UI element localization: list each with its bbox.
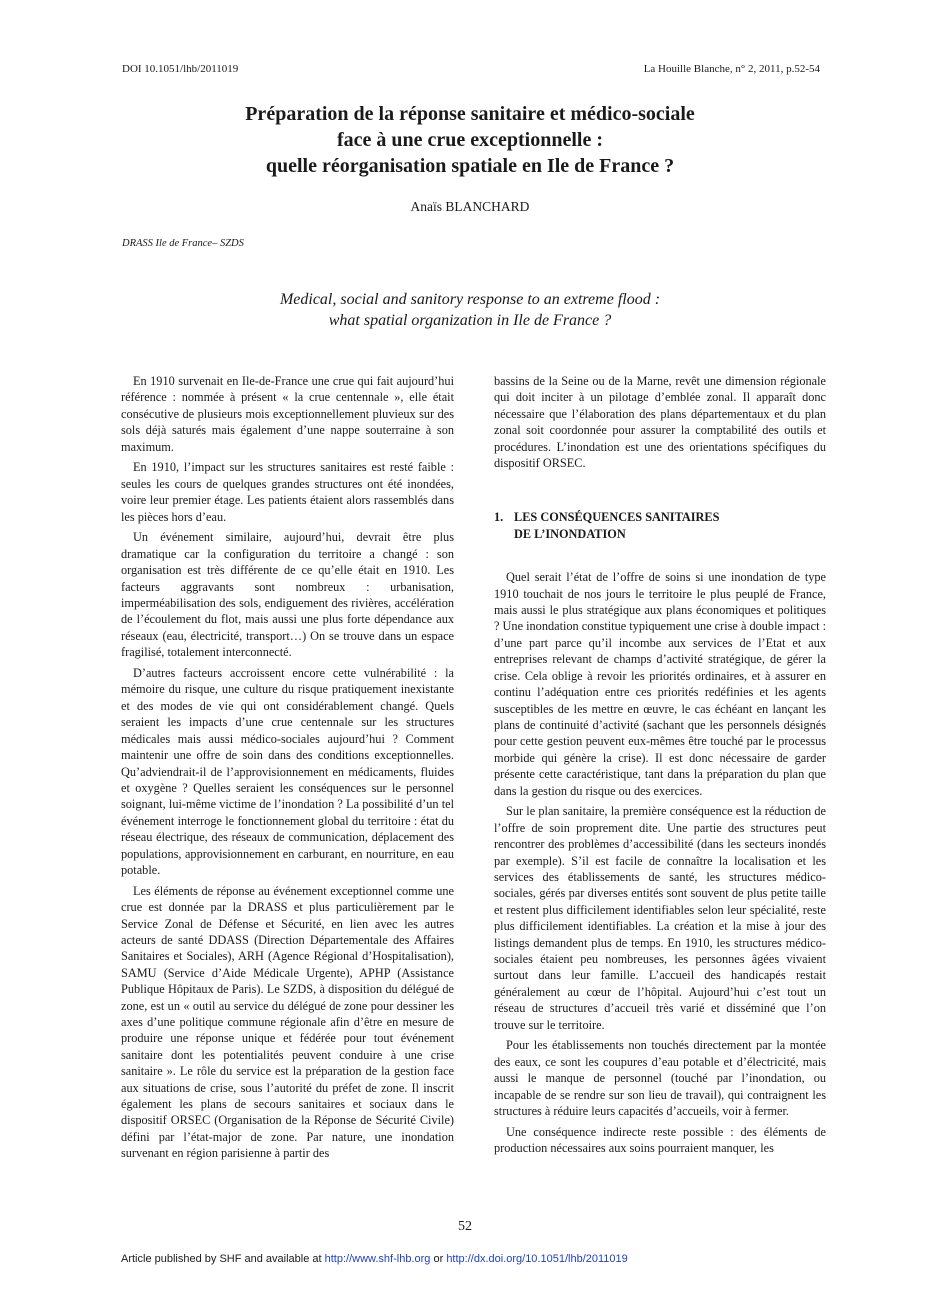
title-line: quelle réorganisation spatiale en Ile de France ? xyxy=(265,155,675,177)
paragraph: Une conséquence indirecte reste possible : des éléments de production nécessaires aux soins pourraient manquer, les xyxy=(494,1124,826,1156)
paragraph: D’autres facteurs accroissent encore cette vulnérabilité : la mémoire du risque, une culture du risque pratiquement inexistante et des modes de vie qui ont considérablement changé. Quels seraient les impacts d’une crue centennale sur les structures médicales mais aussi médico-sociales aujourd’hui ? Comment maintenir une offre de soin dans des conditions exceptionnelles. Qu’adviendrait-il de l’approvisionnement en médicaments, fluides et oxygène ? Quelles seraient les conséquences sur le personnel soignant, lui-même victime de l’inondation ? La possibilité d’un tel événement interroge le fonctionnement global du territoire : état du réseau électrique, des réseaux de communication, déplacement des populations, approvisionnement en carburant, en nourriture, en eau potable. xyxy=(121,666,454,877)
author-affiliation: DRASS Ile de France– SZDS xyxy=(122,238,244,249)
title-line: Préparation de la réponse sanitaire et médico-sociale xyxy=(245,103,695,125)
section-heading xyxy=(494,509,826,542)
footer-middle: or xyxy=(430,1253,447,1265)
english-title-line: Medical, social and sanitory response to an extreme flood : xyxy=(279,291,661,308)
section-title-line: LES CONSÉQUENCES SANITAIRES xyxy=(514,510,720,525)
doi-header: DOI 10.1051/lhb/2011019 xyxy=(122,63,239,75)
paragraph: Sur le plan sanitaire, la première conséquence est la réduction de l’offre de soin proprement dite. Une partie des structures peut rencontrer des problèmes d’accessibilité (dans les secteurs inondés par exemple). S’il est facile de connaître la localisation et les services des établissements de santé, les structures médico-sociales, gérés par diverses entités sont souvent de plus petite taille et restent plus difficilement identifiables selon leur spécialité, reste plus difficilement identifiables. La création et la mise à jour des listings demandent plus de temps. En 1910, les structures médico-sociales étaient peu nombreuses, les personnes âgées vivaient surtout dans leur famille. L’accueil des handicapés restait généralement au cœur de l’hôpital. Aujourd’hui c’est tout un réseau de structures d’accueil très varié et disséminé que l’on trouve sur le territoire. xyxy=(494,804,826,1032)
page-number: 52 xyxy=(458,1219,472,1234)
paragraph: En 1910, l’impact sur les structures sanitaires est resté faible : seules les cours de quelques grandes structures ont été inondées, voire leur premier étage. Les patients étaient alors rassemblés dans les pièces hors d’eau. xyxy=(121,460,454,524)
doi-link[interactable]: http://dx.doi.org/10.1051/lhb/2011019 xyxy=(446,1253,628,1265)
footer-note xyxy=(121,1253,628,1265)
paragraph-continued: bassins de la Seine ou de la Marne, revêt une dimension régionale qui doit inciter à un pilotage d’emblée zonal. Il apparaît donc nécessaire que l’élaboration des plans départementaux et du plan zonal soit coordonnée pour assurer la comptabilité des outils et procédures. L’inondation est une des orientations spécifiques du dispositif ORSEC. xyxy=(494,374,826,471)
title-line: face à une crue exceptionnelle : xyxy=(336,129,604,151)
left-column xyxy=(121,373,454,1166)
paragraph: En 1910 survenait en Ile-de-France une crue qui fait aujourd’hui référence : nommée à présent « la crue centennale », elle était consécutive de plusieurs mois exceptionnellement pluvieux sur des sols déjà saturés mais également d’une nappe souterraine à son maximum. xyxy=(121,374,454,454)
english-title xyxy=(120,289,820,331)
paragraph: Pour les établissements non touchés directement par la montée des eaux, ce sont les coupures d’eau potable et d’électricité, mais aussi le manque de personnel (touché par l’inondation, ou incapable de se rendre sur son lieu de travail), qui contraignent les structures à réduire leurs capacités d’accueils, voir à fermer. xyxy=(494,1038,826,1119)
section-number: 1. xyxy=(494,510,504,525)
shf-link[interactable]: http://www.shf-lhb.org xyxy=(324,1253,431,1265)
journal-header: La Houille Blanche, n° 2, 2011, p.52-54 xyxy=(643,63,820,75)
paragraph: Quel serait l’état de l’offre de soins si une inondation de type 1910 touchait de nos jours le territoire le plus peuplé de France, mais aussi le plus stratégique aux plans économiques et politiques ? Une inondation constitue typiquement une crise à double impact : d’une part parce qu’il incombe aux services de l’Etat et aux entreprises relevant de champs d’activité stratégique, de gérer la crise. Cela oblige à revoir les priorités ordinaires, et à assurer en continu l’adéquation entre ces priorités redéfinies et les agents susceptibles de les mettre en œuvre, le cas échéant en lançant les plans de continuité d’activité (sachant que les personnels désignés pour cette gestion peuvent eux-mêmes être touché par le processus morbide qui génère la crise). Il est donc nécessaire de garder présente cette caractéristique, tant dans la préparation du plan que dans la gestion du risque ou des exercices. xyxy=(494,570,826,798)
author-name: Anaïs BLANCHARD xyxy=(410,199,530,214)
paragraph: Les éléments de réponse au événement exceptionnel comme une crue est donnée par la DRASS et plus particulièrement par le Service Zonal de Défense et Sécurité, en lien avec les autres acteurs de santé DDASS (Direction Départementale des Affaires Sanitaires et Sociales), ARH (Agence Régional d’Hospitalisation), SAMU (Service d’Aide Médicale Urgente), APHP (Assistance Publique Hôpitaux de Paris). Le SZDS, à disposition du délégué de zone, est un « outil au service du délégué de zone pour dessiner les axes d’une politique commune régionale afin d’être en mesure de produire une réponse unique et fédérée pour tout événement sanitaire dont les potentialités peuvent conduire à une crise sanitaire ». Le rôle du service est la préparation de la gestion face aux situations de crise, sous l’autorité du préfet de zone. Il inscrit également les plans de secours sanitaires et sociaux dans le dispositif ORSEC (Organisation de la Réponse de Sécurité Civile) défini par l’état-major de zone. Par nature, une inondation survenant en région parisienne à partir des xyxy=(121,883,454,1161)
paragraph: Un événement similaire, aujourd’hui, devrait être plus dramatique car la configuration du territoire a changé : son organisation est très différente de ce qu’elle était en 1910. Les facteurs aggravants sont nombreux : urbanisation, imperméabilisation des sols, endiguement des rivières, accélération de l’écoulement du flot, mais aussi une plus forte dépendance aux réseaux (eau, électricité, transport…) On se trouve dans un espace fragilisé, totalement interconnecté. xyxy=(121,530,454,660)
english-title-line: what spatial organization in Ile de France ? xyxy=(328,312,612,329)
article-title xyxy=(120,101,820,179)
footer-prefix: Article published by SHF and available at xyxy=(121,1253,325,1265)
section-title-line: DE L’INONDATION xyxy=(514,526,626,541)
right-column xyxy=(494,373,826,1161)
